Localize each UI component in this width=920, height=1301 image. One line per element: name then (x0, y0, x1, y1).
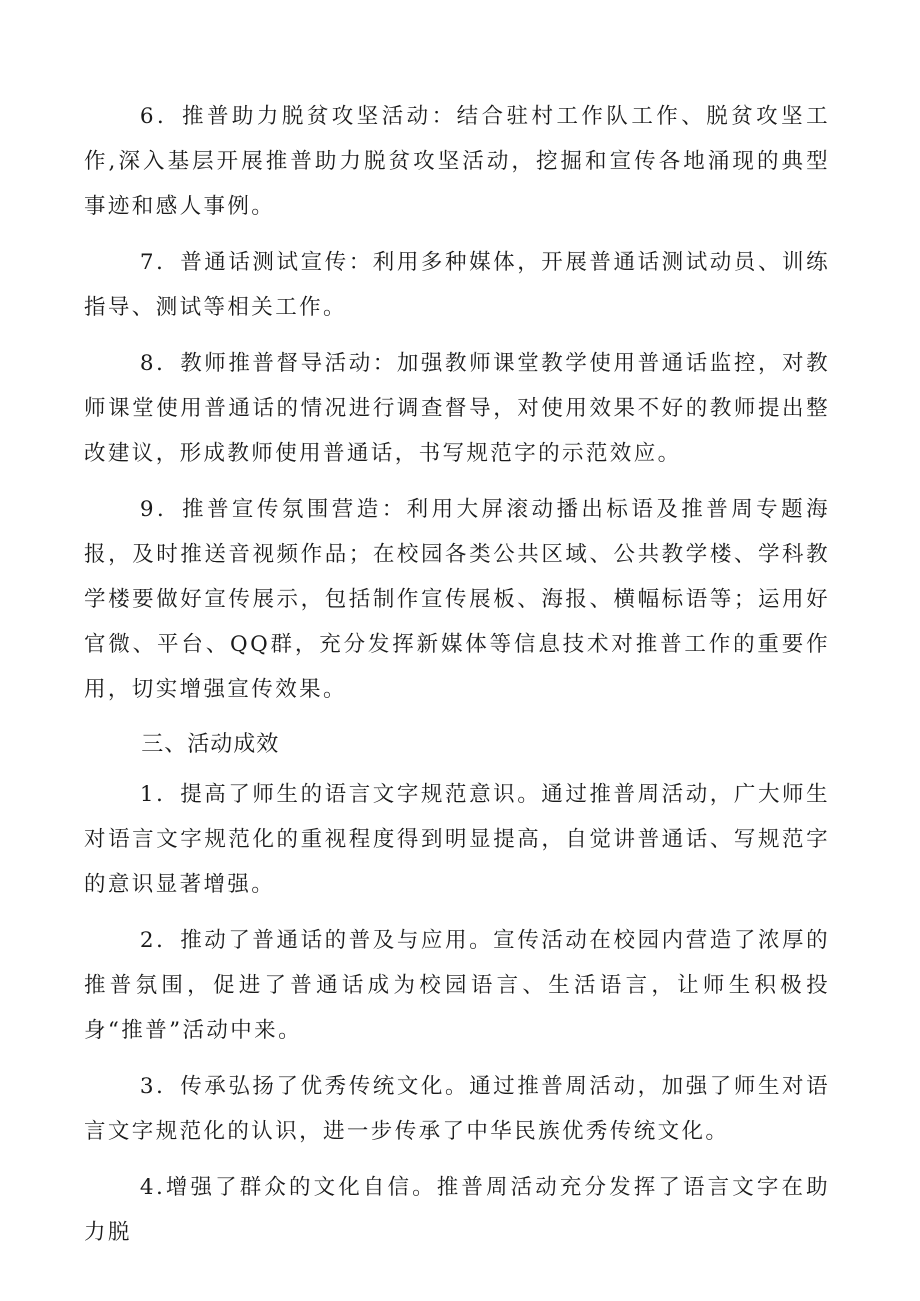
paragraph-item-9: 9．推普宣传氛围营造：利用大屏滚动播出标语及推普周专题海报，及时推送音视频作品；在校园各类公共区域、公共教学楼、学科教学楼要做好宣传展示，包括制作宣传展板、海报、横幅标语等；运用好官微、平台、QQ群，充分发挥新媒体等信息技术对推普工作的重要作用，切实增强宣传效果。 (84, 497, 830, 702)
result-item-4: 4.增强了群众的文化自信。推普周活动充分发挥了语言文字在助力脱 (84, 1175, 830, 1245)
paragraph-item-6: 6．推普助力脱贫攻坚活动：结合驻村工作队工作、脱贫攻坚工作,深入基层开展推普助力脱贫攻坚活动，挖掘和宣传各地涌现的典型事迹和感人事例。 (84, 104, 830, 219)
result-item-3: 3．传承弘扬了优秀传统文化。通过推普周活动，加强了师生对语言文字规范化的认识，进一步传承了中华民族优秀传统文化。 (84, 1074, 830, 1144)
paragraph-item-7: 7．普通话测试宣传：利用多种媒体，开展普通话测试动员、训练指导、测试等相关工作。 (84, 250, 830, 320)
paragraph-item-8: 8．教师推普督导活动：加强教师课堂教学使用普通话监控，对教师课堂使用普通话的情况进行调查督导，对使用效果不好的教师提出整改建议，形成教师使用普通话，书写规范字的示范效应。 (84, 351, 830, 466)
section-heading: 三、活动成效 (141, 732, 280, 757)
result-item-2: 2．推动了普通话的普及与应用。宣传活动在校园内营造了浓厚的推普氛围，促进了普通话成为校园语言、生活语言，让师生积极投身“推普”活动中来。 (84, 928, 830, 1043)
result-item-1: 1．提高了师生的语言文字规范意识。通过推普周活动，广大师生对语言文字规范化的重视程度得到明显提高，自觉讲普通话、写规范字的意识显著增强。 (84, 782, 830, 897)
document-page (84, 94, 830, 1266)
